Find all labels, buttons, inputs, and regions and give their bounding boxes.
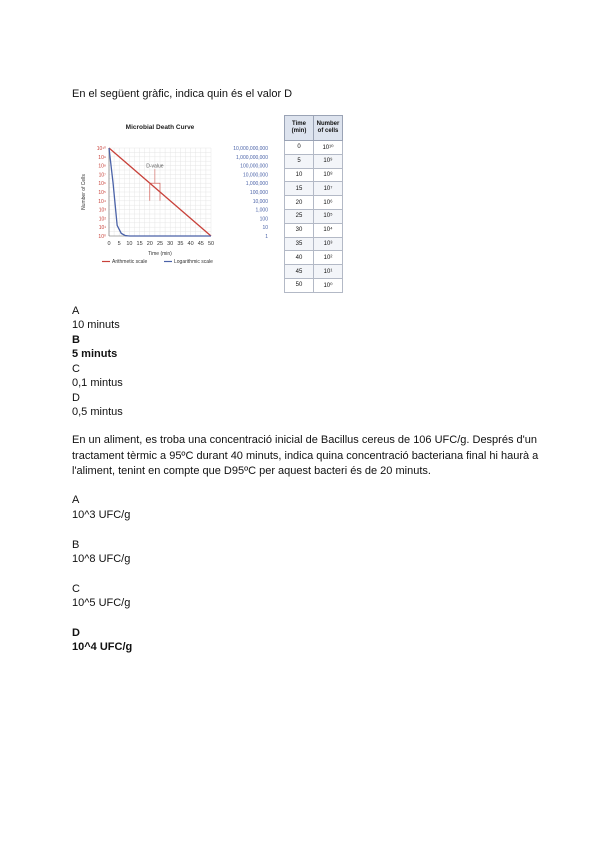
y-tick-label-log: 10³ bbox=[98, 207, 106, 214]
x-tick-label: 20 bbox=[146, 241, 153, 247]
y-tick-label-log: 10⁷ bbox=[98, 172, 106, 179]
q1-option-d-letter: D bbox=[72, 392, 80, 404]
y-tick-label-log: 10⁹ bbox=[98, 154, 106, 161]
y-tick-label-arith: 10,000,000,000 bbox=[233, 146, 268, 152]
death-curve-table bbox=[284, 115, 343, 293]
table-row bbox=[285, 223, 343, 237]
x-tick-label: 50 bbox=[207, 241, 215, 247]
x-tick-label: 30 bbox=[167, 241, 174, 247]
table-row bbox=[285, 209, 343, 223]
table-cell-time: 25 bbox=[285, 209, 314, 223]
y-tick-label-log: 10¹ bbox=[98, 225, 106, 232]
y-tick-label-arith: 100 bbox=[259, 216, 268, 223]
y-tick-label-log: 10⁴ bbox=[98, 198, 106, 205]
q1-option-b-text: 5 minuts bbox=[72, 348, 118, 360]
y-tick-label-log: 10¹⁰ bbox=[96, 146, 106, 152]
x-tick-label: 25 bbox=[156, 241, 164, 247]
q2-option-d-letter: D bbox=[72, 627, 80, 639]
chart-title: Microbial Death Curve bbox=[125, 124, 195, 131]
x-tick-label: 15 bbox=[136, 241, 143, 247]
table-cell-cells: 10⁵ bbox=[314, 209, 343, 223]
y-tick-label-arith: 1,000 bbox=[255, 207, 268, 214]
q1-option-c-text: 0,1 mintus bbox=[72, 377, 123, 389]
table-cell-cells: 10⁰ bbox=[314, 278, 343, 292]
microbial-death-chart bbox=[80, 115, 280, 275]
y-axis-label: Number of Cells bbox=[81, 174, 87, 210]
x-tick-label: 10 bbox=[126, 241, 133, 247]
y-tick-label-log: 10² bbox=[98, 216, 106, 223]
table-cell-cells: 10⁸ bbox=[314, 168, 343, 182]
table-row bbox=[285, 251, 343, 265]
q1-option-c-letter: C bbox=[72, 363, 80, 375]
table-cell-time: 50 bbox=[285, 278, 314, 292]
table-cell-time: 15 bbox=[285, 182, 314, 196]
y-tick-label-arith: 10,000 bbox=[252, 198, 268, 205]
y-tick-label-arith: 1 bbox=[265, 234, 268, 240]
q2-option-b-text: 10^8 UFC/g bbox=[72, 553, 131, 565]
y-tick-label-arith: 1,000,000,000 bbox=[236, 154, 268, 161]
table-row bbox=[285, 154, 343, 168]
x-tick-label: 40 bbox=[187, 241, 194, 247]
q1-option-b-letter: B bbox=[72, 334, 80, 346]
table-row bbox=[285, 196, 343, 210]
table-cell-time: 20 bbox=[285, 196, 314, 210]
table-row bbox=[285, 265, 343, 279]
table-row bbox=[285, 168, 343, 182]
table-cell-time: 0 bbox=[285, 141, 314, 155]
table-cell-cells: 10² bbox=[314, 251, 343, 265]
table-cell-time: 35 bbox=[285, 237, 314, 251]
q1-option-a-text: 10 minuts bbox=[72, 319, 120, 331]
legend-label-logarithmic: Logarithmic scale bbox=[174, 259, 213, 265]
x-tick-label: 5 bbox=[117, 241, 121, 247]
table-header-cells: Number of cells bbox=[314, 116, 343, 141]
table-row bbox=[285, 237, 343, 251]
table-cell-cells: 10¹ bbox=[314, 265, 343, 279]
d-value-annotation: D-value bbox=[146, 163, 164, 170]
y-tick-label-arith: 100,000,000 bbox=[240, 163, 268, 170]
x-tick-label: 45 bbox=[197, 241, 204, 247]
y-tick-label-arith: 10 bbox=[262, 225, 268, 232]
table-cell-cells: 10⁷ bbox=[314, 182, 343, 196]
y-tick-label-log: 10⁰ bbox=[98, 234, 106, 240]
table-cell-time: 40 bbox=[285, 251, 314, 265]
table-cell-cells: 10⁹ bbox=[314, 154, 343, 168]
table-cell-time: 5 bbox=[285, 154, 314, 168]
y-tick-label-log: 10⁸ bbox=[98, 163, 106, 170]
table-cell-cells: 10¹⁰ bbox=[314, 141, 343, 155]
table-row bbox=[285, 278, 343, 292]
table-header-time: Time (min) bbox=[285, 116, 314, 141]
question-1-prompt: En el següent gràfic, indica quin és el valor D bbox=[72, 88, 293, 100]
question-2-prompt: En un aliment, es troba una concentració inicial de Bacillus cereus de 106 UFC/g. Després d'un tractament tèrmic a 95ºC durant 40 minuts, indica quina concentració bacteriana final hi haurà a l'aliment, tenint en compte que D95ºC per aquest bacteri és de 20 minuts. bbox=[72, 434, 539, 477]
y-tick-label-arith: 10,000,000 bbox=[242, 172, 268, 179]
q2-option-d-text: 10^4 UFC/g bbox=[72, 641, 133, 653]
table-cell-cells: 10⁴ bbox=[314, 223, 343, 237]
q2-option-a-letter: A bbox=[72, 494, 80, 506]
table-cell-cells: 10³ bbox=[314, 237, 343, 251]
q1-option-a-letter: A bbox=[72, 305, 80, 317]
x-tick-label: 35 bbox=[177, 241, 184, 247]
y-tick-label-arith: 1,000,000 bbox=[245, 181, 268, 188]
legend-label-arithmetic: Arithmetic scale bbox=[112, 259, 148, 265]
q1-option-d-text: 0,5 mintus bbox=[72, 406, 123, 418]
table-row bbox=[285, 182, 343, 196]
table-cell-cells: 10⁶ bbox=[314, 196, 343, 210]
q2-option-c-text: 10^5 UFC/g bbox=[72, 597, 131, 609]
y-tick-label-arith: 100,000 bbox=[249, 190, 268, 196]
table-cell-time: 45 bbox=[285, 265, 314, 279]
x-axis-label: Time (min) bbox=[148, 251, 172, 257]
y-tick-label-log: 10⁶ bbox=[98, 181, 106, 188]
x-tick-label: 0 bbox=[107, 241, 111, 247]
table-row bbox=[285, 141, 343, 155]
q2-option-b-letter: B bbox=[72, 539, 80, 551]
y-tick-label-log: 10⁵ bbox=[98, 190, 106, 196]
table-cell-time: 30 bbox=[285, 223, 314, 237]
q2-option-a-text: 10^3 UFC/g bbox=[72, 509, 131, 521]
q2-option-c-letter: C bbox=[72, 583, 80, 595]
table-cell-time: 10 bbox=[285, 168, 314, 182]
